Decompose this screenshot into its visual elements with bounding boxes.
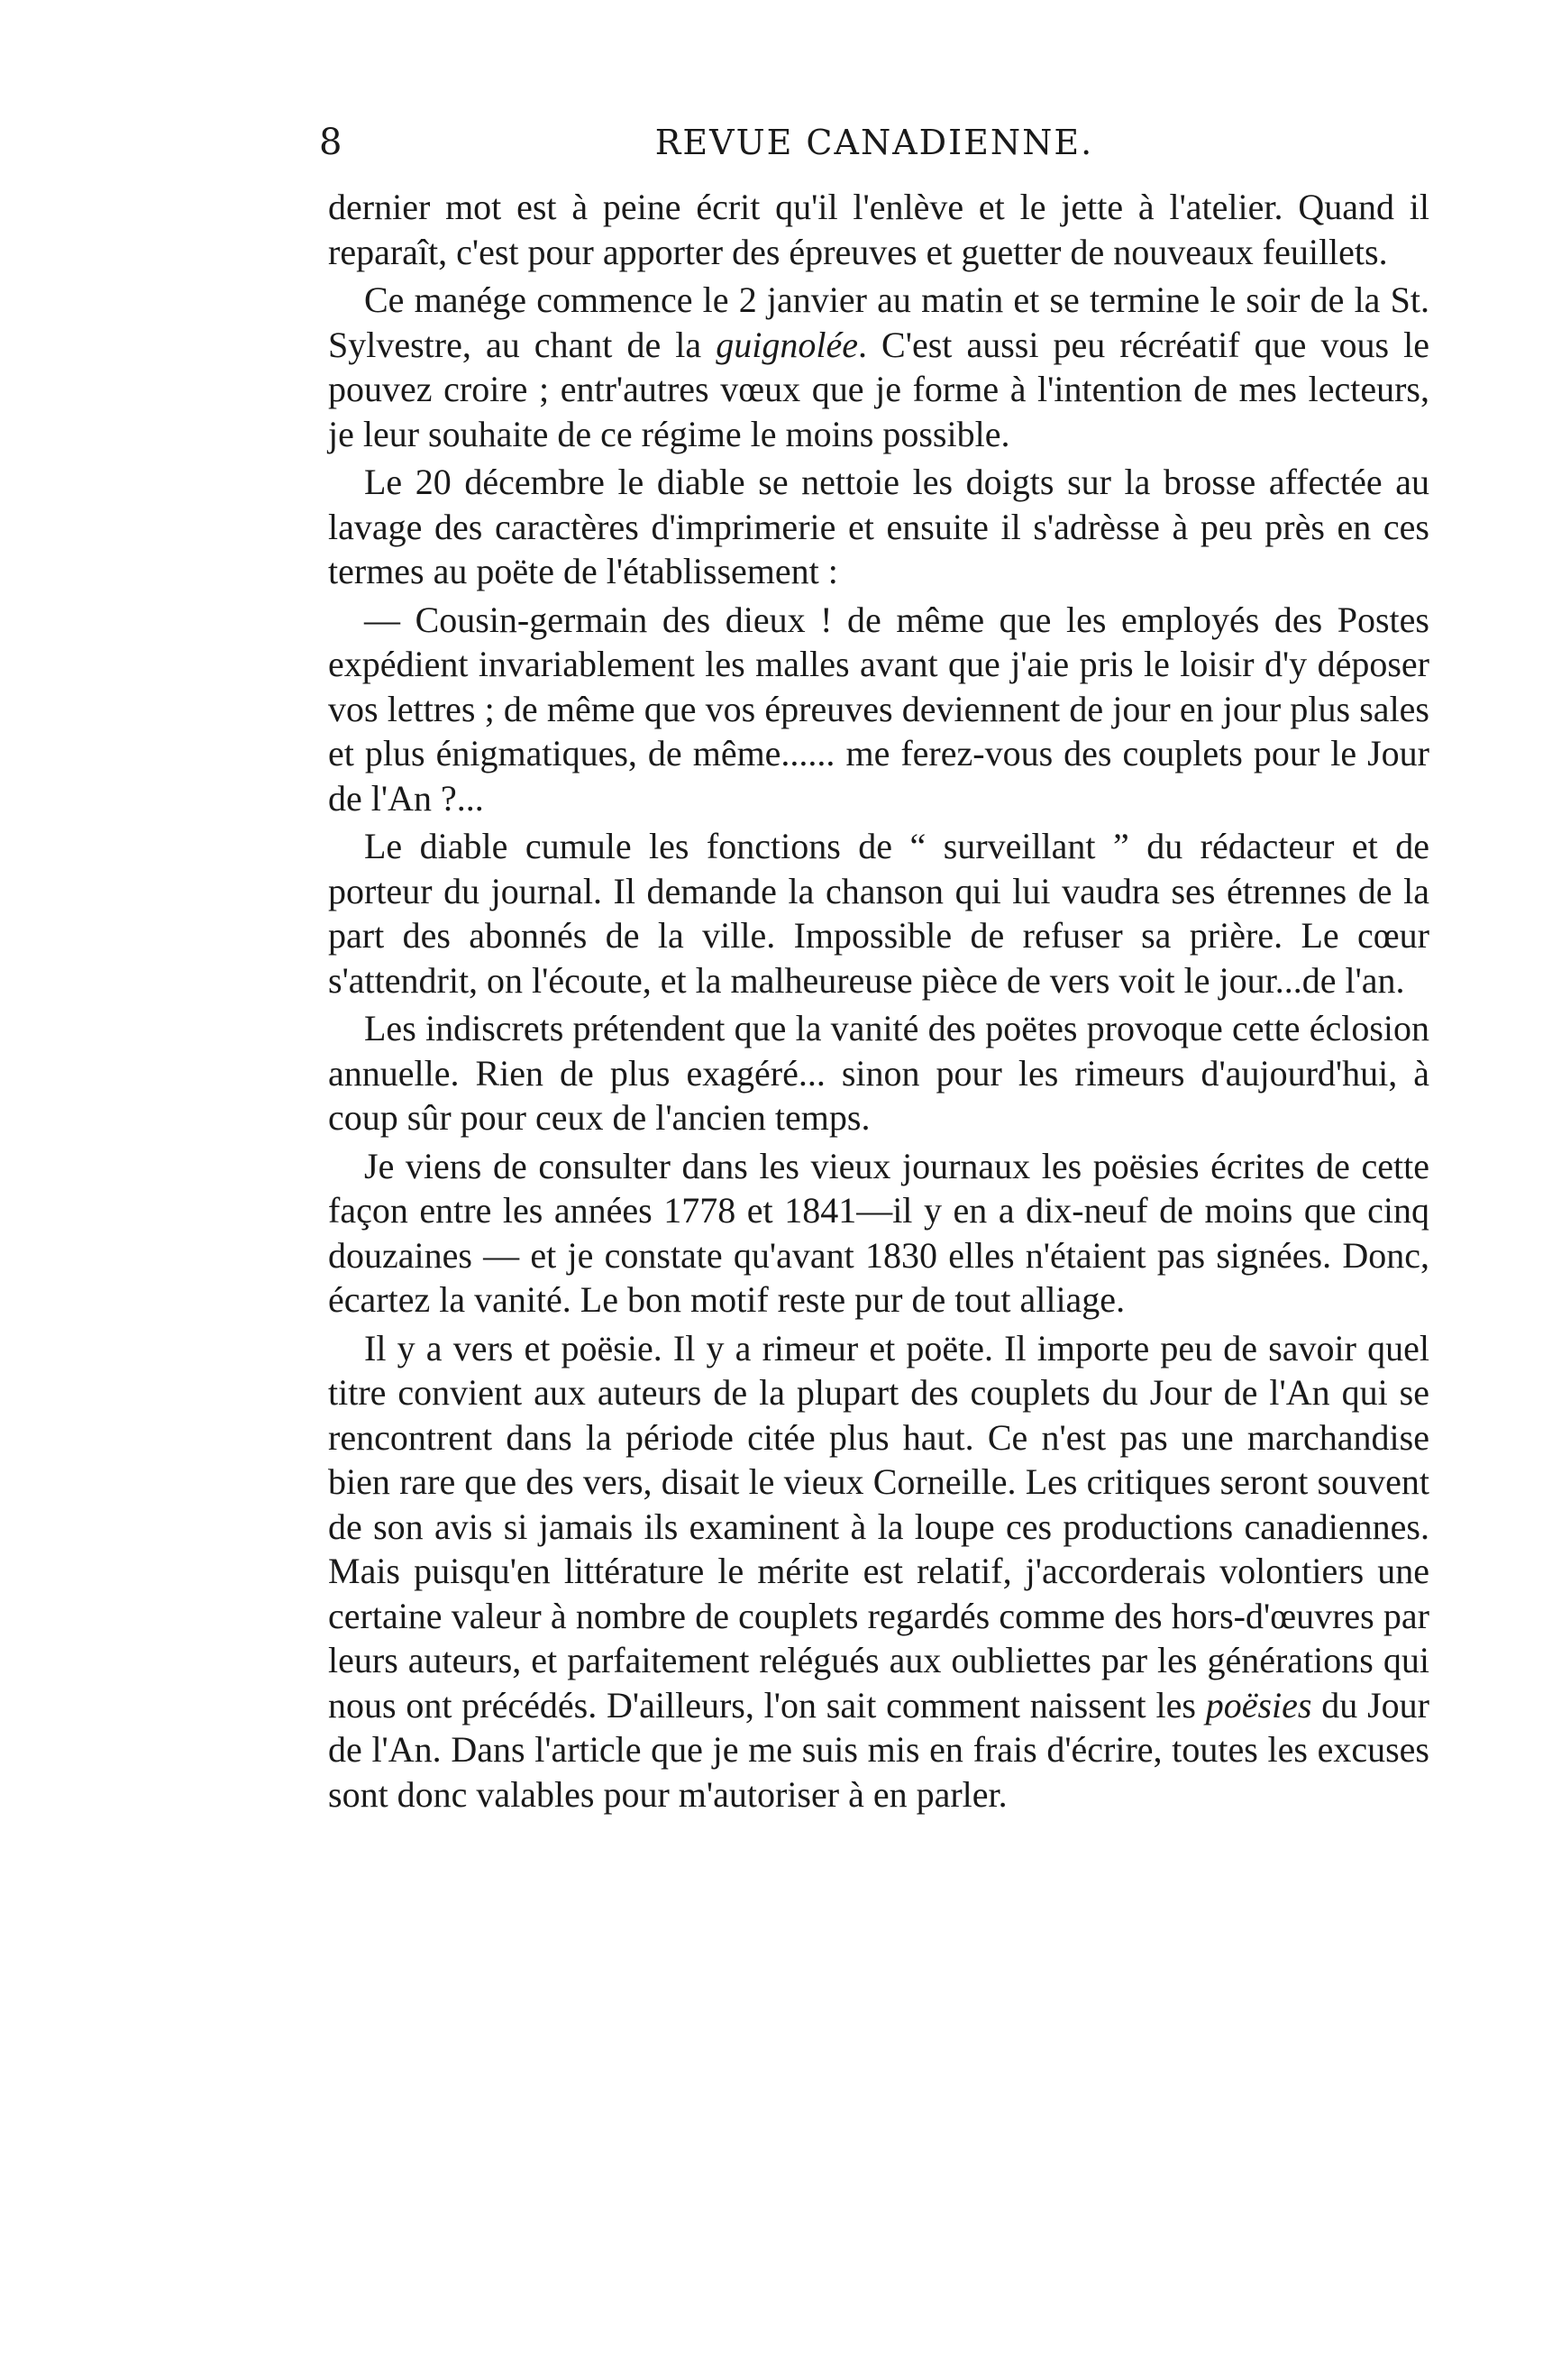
journal-title: REVUE CANADIENNE. (654, 123, 1094, 162)
paragraph-vanite (328, 1006, 1429, 1140)
italic-term: guignolée (716, 324, 858, 365)
paragraph-continuation (328, 185, 1429, 274)
paragraph-fonctions (328, 824, 1429, 1002)
body-text (328, 185, 1429, 1820)
paragraph-diable (328, 460, 1429, 594)
paragraph-dialogue (328, 598, 1429, 821)
paragraph-text: Les indiscrets prétendent que la vanité des poëtes provoque cette éclosion annuelle. Rien de plus exagéré... sinon pour les rimeurs d'aujourd'hui, à coup sûr pour ceux de l'ancien temps. (328, 1008, 1429, 1138)
italic-term: poësies (1205, 1684, 1312, 1726)
paragraph-manege (328, 278, 1429, 456)
paragraph-text: Le 20 décembre le diable se nettoie les doigts sur la brosse affectée au lavage des caractères d'imprimerie et ensuite il s'adrèsse à peu près en ces termes au poëte de l'établissement : (328, 462, 1429, 591)
paragraph-vers-poesie (328, 1326, 1429, 1817)
paragraph-text: Je viens de consulter dans les vieux journaux les poësies écrites de cette façon entre les années 1778 et 1841—il y en a dix-neuf de moins que cinq douzaines — et je constate qu'avant 1830 elles n'étaient pas signées. Donc, écartez la vanité. Le bon motif reste pur de tout alliage. (328, 1145, 1429, 1320)
running-head (319, 115, 1429, 169)
paragraph-text: Il y a vers et poësie. Il y a rimeur et poëte. Il importe peu de savoir quel titre convient aux auteurs de la plupart des couplets du Jour de l'An qui se rencontrent dans la période citée plus haut. Ce n'est pas une marchandise bien rare que des vers, disait le vieux Corneille. Les critiques seront souvent de son avis si jamais ils examinent à la loupe ces productions canadiennes. Mais puisqu'en littérature le mérite est relatif, j'accorderais volontiers une certaine valeur à nombre de couplets regardés comme des hors-d'œuvres par leurs auteurs, et parfaitement relégués aux oubliettes par les générations qui nous ont précédés. D'ailleurs, l'on sait comment naissent les (328, 1327, 1429, 1726)
paragraph-journaux (328, 1144, 1429, 1323)
paragraph-text: — Cousin-germain des dieux ! de même que les employés des Postes expédient invariablement les malles avant que j'aie pris le loisir d'y déposer vos lettres ; de même que vos épreuves deviennent de jour en jour plus sales et plus énigmatiques, de même...... me ferez-vous des couplets pour le Jour de l'An ?... (328, 599, 1429, 819)
page-number: 8 (319, 122, 342, 163)
paragraph-text: Le diable cumule les fonctions de “ surveillant ” du rédacteur et de porteur du journal. Il demande la chanson qui lui vaudra ses étrennes de la part des abonnés de la ville. Impossible de refuser sa prière. Le cœur s'attendrit, on l'écoute, et la malheureuse pièce de vers voit le jour...de l'an. (328, 826, 1429, 1001)
paragraph-text: Ce manége commence le 2 janvier au matin et se termine le soir de la St. Sylvestre, au chant de la (328, 279, 1429, 365)
paragraph-text: du Jour de l'An. Dans l'article que je me suis mis en frais d'écrire, toutes les excuses sont donc valables pour m'autoriser à en parler. (328, 1684, 1429, 1815)
paragraph-text: dernier mot est à peine écrit qu'il l'enlève et le jette à l'atelier. Quand il reparaît, c'est pour apporter des épreuves et guetter de nouveaux feuillets. (328, 187, 1429, 272)
paragraph-text: . C'est aussi peu récréatif que vous le pouvez croire ; entr'autres vœux que je forme à l'intention de mes lecteurs, je leur souhaite de ce régime le moins possible. (328, 324, 1429, 454)
